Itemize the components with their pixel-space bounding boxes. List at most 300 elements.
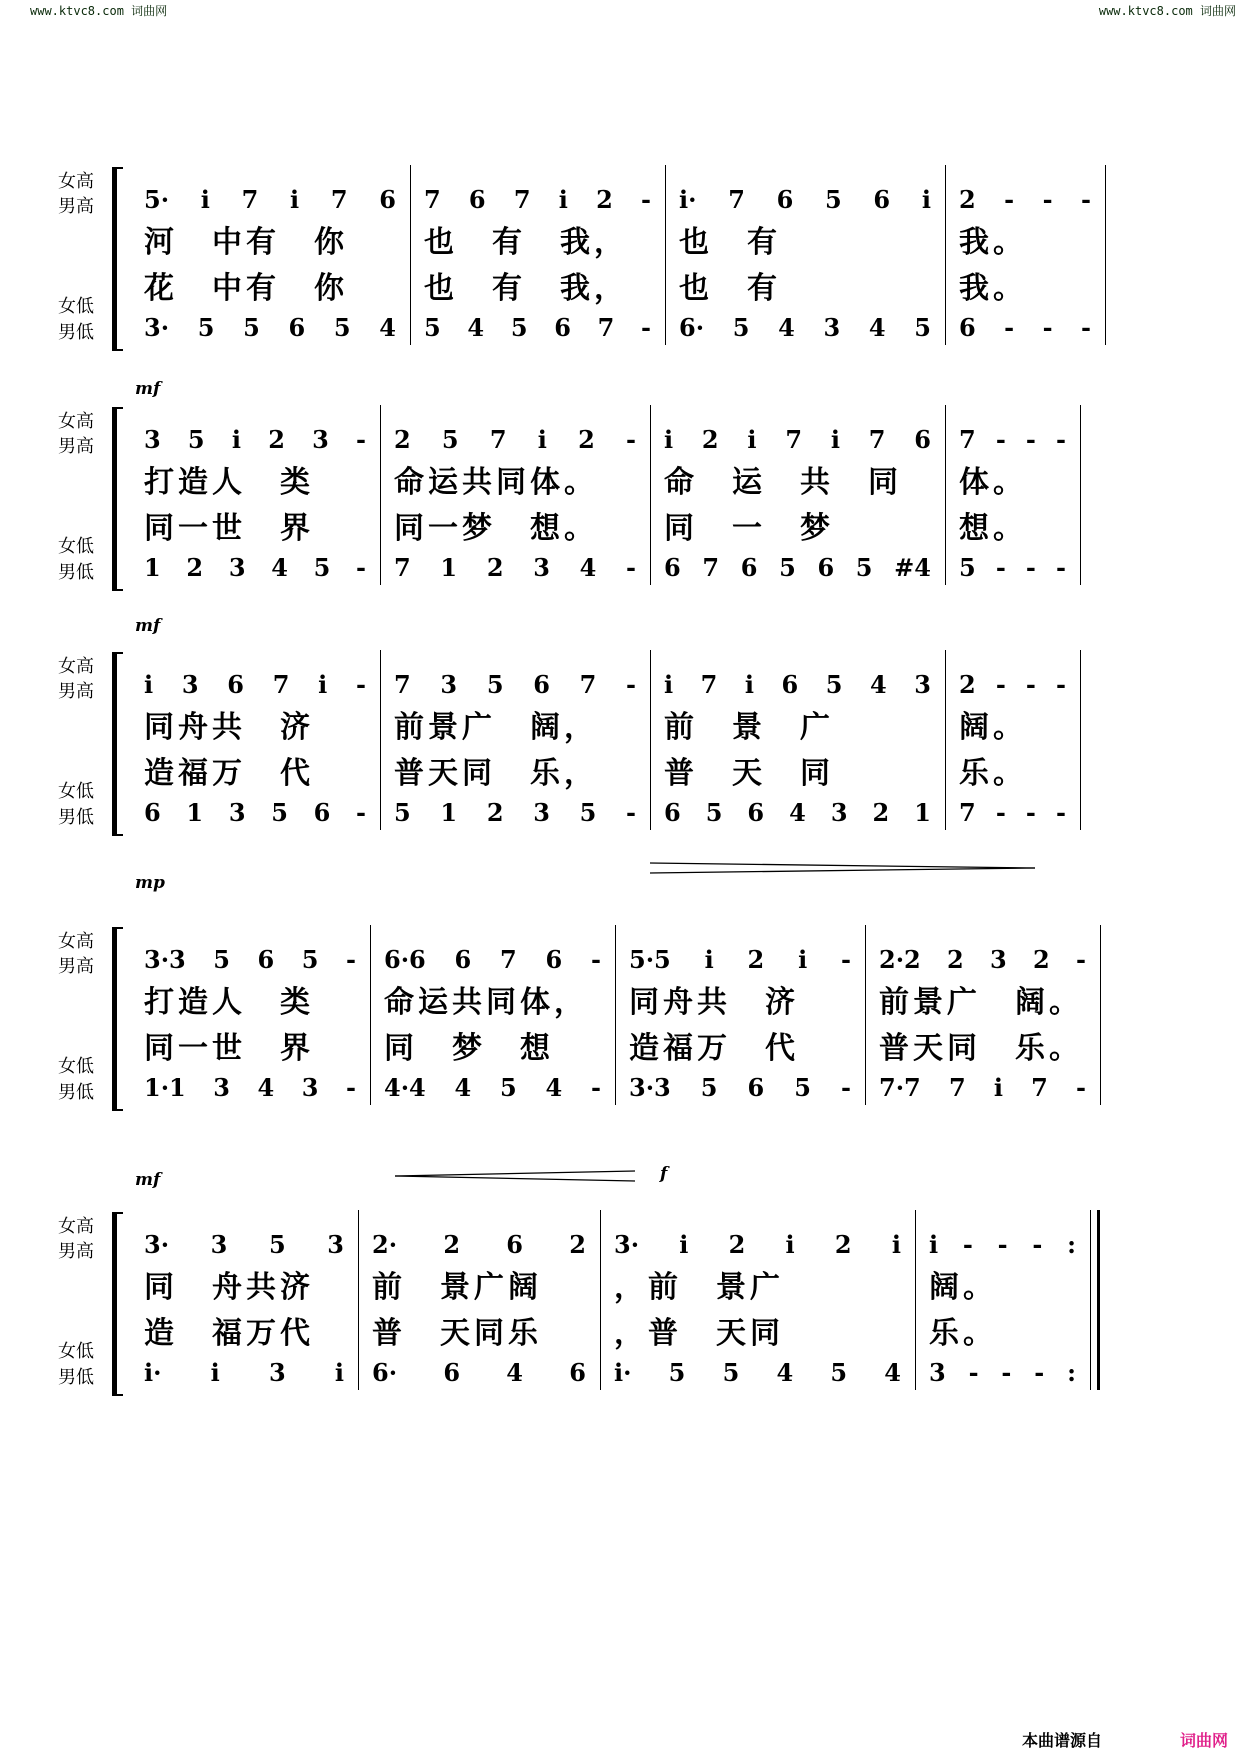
lyric-verse-1 bbox=[372, 1270, 586, 1306]
note: 7 bbox=[868, 425, 886, 454]
lyric-verse-1 bbox=[144, 465, 366, 501]
voice-label-tenor: 男高 bbox=[58, 681, 94, 702]
lyric-char: 命 bbox=[384, 985, 414, 1020]
repeat-end-barline bbox=[1090, 1210, 1100, 1390]
lyric-verse-2 bbox=[144, 756, 366, 792]
note: i bbox=[747, 425, 757, 454]
barline bbox=[370, 925, 371, 1105]
note: 6 bbox=[144, 798, 161, 827]
note: 7 bbox=[330, 185, 348, 214]
voice-label-soprano: 女高 bbox=[58, 1216, 94, 1237]
note: 4·4 bbox=[384, 1073, 426, 1102]
note-dash: - bbox=[1025, 798, 1036, 827]
note: i bbox=[334, 1358, 344, 1387]
voice-label-tenor: 男高 bbox=[58, 956, 94, 977]
lyric-gap bbox=[496, 511, 526, 547]
note: 6 bbox=[257, 945, 275, 974]
lyric-char: 中 bbox=[212, 271, 242, 306]
lower-voice-notes bbox=[372, 1358, 586, 1388]
lyric-char: 前 bbox=[394, 710, 424, 745]
lower-voice-notes bbox=[144, 553, 366, 583]
note: 7 bbox=[597, 313, 615, 342]
note: 5 bbox=[243, 313, 260, 342]
lower-voice-notes bbox=[629, 1073, 851, 1103]
lyric-char: 体 bbox=[959, 465, 989, 500]
note: 5 bbox=[705, 798, 723, 827]
lyric-char: 一 bbox=[732, 511, 762, 546]
note: 7 bbox=[500, 945, 517, 974]
lyric-char: 普 bbox=[394, 756, 424, 791]
note: 2 bbox=[394, 425, 411, 454]
note: i bbox=[891, 1230, 901, 1259]
dynamic-marking: mf bbox=[135, 1170, 161, 1190]
lyric-char: 济 bbox=[765, 985, 795, 1020]
note: 2 bbox=[186, 553, 204, 582]
lower-voice-notes bbox=[144, 798, 366, 828]
note: 5 bbox=[722, 1358, 740, 1387]
lyric-char: 。 bbox=[993, 225, 1023, 260]
lower-voice-notes bbox=[424, 313, 651, 343]
note: 6 bbox=[454, 945, 472, 974]
lyric-verse-2 bbox=[144, 1316, 344, 1352]
lyric-char: 同 bbox=[947, 1031, 977, 1066]
barline bbox=[358, 1210, 359, 1390]
note: 6 bbox=[569, 1358, 586, 1387]
note: 4 bbox=[257, 1073, 275, 1102]
lyric-char: 也 bbox=[679, 225, 709, 260]
note-dash: - bbox=[1004, 313, 1015, 342]
upper-voice-notes bbox=[394, 425, 636, 455]
note: i bbox=[231, 425, 241, 454]
lyric-char: 我 bbox=[560, 271, 590, 306]
lyric-gap bbox=[526, 225, 556, 261]
note: i bbox=[921, 185, 931, 214]
note: 7 bbox=[700, 670, 718, 699]
lyric-char: 前 bbox=[879, 985, 909, 1020]
note: 5 bbox=[268, 1230, 286, 1259]
note: 7 bbox=[489, 425, 507, 454]
dynamic-marking: mf bbox=[135, 379, 161, 399]
barline bbox=[380, 405, 381, 585]
lyric-char: 景 bbox=[428, 710, 458, 745]
note: 3 bbox=[213, 1073, 230, 1102]
note: 2 bbox=[569, 1230, 586, 1259]
note-dash: - bbox=[995, 670, 1006, 699]
lyric-gap bbox=[766, 756, 796, 792]
note-dash: - bbox=[1081, 313, 1091, 342]
measure bbox=[629, 935, 851, 1105]
upper-voice-notes bbox=[384, 945, 601, 975]
measure bbox=[959, 660, 1066, 830]
lyric-verse-1 bbox=[959, 710, 1066, 746]
lyric-gap bbox=[834, 465, 864, 501]
note: 7 bbox=[513, 185, 531, 214]
note: 1 bbox=[144, 553, 161, 582]
lyric-verse-1 bbox=[144, 985, 356, 1021]
dynamic-marking-end: f bbox=[660, 1164, 668, 1184]
lyric-gap bbox=[458, 271, 488, 307]
footer-brand: 词曲网 bbox=[1180, 1731, 1229, 1750]
lyric-verse-1 bbox=[959, 225, 1091, 261]
note: i· bbox=[614, 1358, 632, 1387]
lyric-gap bbox=[698, 710, 728, 746]
measure bbox=[144, 415, 366, 585]
lyric-verse-2 bbox=[384, 1031, 601, 1067]
lyric-char: 运 bbox=[732, 465, 762, 500]
lyric-char: 共 bbox=[697, 985, 727, 1020]
note: i bbox=[993, 1073, 1003, 1102]
measure bbox=[394, 660, 636, 830]
lyric-char: 体 bbox=[520, 985, 550, 1020]
lyric-gap bbox=[246, 756, 276, 792]
note: 5 bbox=[301, 945, 319, 974]
barline bbox=[615, 925, 616, 1105]
system-bracket bbox=[112, 1212, 123, 1396]
note: 1 bbox=[440, 798, 458, 827]
note: 3 bbox=[830, 798, 848, 827]
lyric-verse-2 bbox=[929, 1316, 1076, 1352]
lyric-char: 乐 bbox=[959, 756, 989, 791]
barline bbox=[665, 165, 666, 345]
note: 3·3 bbox=[629, 1073, 671, 1102]
lyric-char: 一 bbox=[428, 511, 458, 546]
lyric-char: 同 bbox=[394, 511, 424, 546]
note: 4 bbox=[506, 1358, 523, 1387]
lyric-char: 。 bbox=[993, 710, 1023, 745]
note: 2 bbox=[959, 670, 976, 699]
note: 5 bbox=[441, 425, 459, 454]
lyric-char: 舟 bbox=[178, 710, 208, 745]
watermark-right: www.ktvc8.com 词曲网 bbox=[1098, 4, 1236, 18]
note: 2 bbox=[1033, 945, 1050, 974]
voice-label-alto: 女低 bbox=[58, 1341, 94, 1362]
note: 7 bbox=[702, 553, 720, 582]
barline bbox=[600, 1210, 601, 1390]
note-dash: - bbox=[997, 1230, 1008, 1259]
lyric-char: 有 bbox=[492, 225, 522, 260]
note: 6 bbox=[288, 313, 306, 342]
note: 6 bbox=[506, 1230, 523, 1259]
lyric-char: 体 bbox=[530, 465, 560, 500]
lyric-gap bbox=[246, 1031, 276, 1067]
voice-label-alto: 女低 bbox=[58, 296, 94, 317]
lyric-gap bbox=[496, 710, 526, 746]
lyric-char: 同 bbox=[750, 1316, 780, 1351]
note-dash: - bbox=[356, 553, 366, 582]
lyric-char: 同 bbox=[144, 710, 174, 745]
measure bbox=[144, 175, 396, 345]
lyric-char: 福 bbox=[212, 1316, 242, 1351]
note: 3 bbox=[327, 1230, 344, 1259]
note: 4 bbox=[868, 313, 886, 342]
lyric-gap bbox=[178, 1316, 208, 1352]
lyric-char: 。 bbox=[963, 1316, 993, 1351]
lower-voice-notes bbox=[664, 553, 931, 583]
note: 3 bbox=[440, 670, 458, 699]
lyric-verse-1 bbox=[959, 465, 1066, 501]
lyric-gap bbox=[418, 1031, 448, 1067]
note: 5 bbox=[424, 313, 441, 342]
upper-voice-notes bbox=[144, 185, 396, 215]
lyric-char: 你 bbox=[314, 271, 344, 306]
lyric-gap bbox=[178, 225, 208, 261]
lyric-char: 阔 bbox=[959, 710, 989, 745]
lyric-char: 。 bbox=[993, 511, 1023, 546]
note-dash: - bbox=[626, 553, 636, 582]
barline bbox=[650, 650, 651, 830]
note: 3 bbox=[914, 670, 931, 699]
lyric-char: 代 bbox=[280, 756, 310, 791]
lower-voice-notes bbox=[929, 1358, 1076, 1388]
lyric-char: 阔 bbox=[530, 710, 560, 745]
lyric-char: 景 bbox=[716, 1270, 746, 1305]
lyric-char: ， bbox=[554, 985, 584, 1020]
barline bbox=[945, 405, 946, 585]
note: i bbox=[798, 945, 808, 974]
note: i bbox=[704, 945, 714, 974]
note: 1 bbox=[186, 798, 204, 827]
system-bracket bbox=[112, 167, 123, 351]
lyric-char: 。 bbox=[963, 1270, 993, 1305]
lyric-char: 济 bbox=[280, 710, 310, 745]
lyric-char: 前 bbox=[648, 1270, 678, 1305]
lyric-verse-1 bbox=[144, 225, 396, 261]
note: 6· bbox=[679, 313, 705, 342]
note-dash: - bbox=[1081, 185, 1091, 214]
note-dash: - bbox=[641, 185, 651, 214]
note-dash: - bbox=[1034, 1358, 1045, 1387]
lyric-char: 人 bbox=[212, 985, 242, 1020]
lyric-verse-2 bbox=[144, 1031, 356, 1067]
lyric-gap bbox=[682, 1316, 712, 1352]
lyric-char: ， bbox=[564, 756, 594, 791]
lyric-char: 同 bbox=[462, 756, 492, 791]
lyric-char: 界 bbox=[280, 1031, 310, 1066]
note: 5 bbox=[830, 1358, 848, 1387]
lyric-gap bbox=[698, 511, 728, 547]
lyric-gap bbox=[981, 985, 1011, 1021]
note: 6 bbox=[227, 670, 244, 699]
lyric-char: 类 bbox=[280, 465, 310, 500]
note: 4 bbox=[379, 313, 396, 342]
upper-voice-notes bbox=[614, 1230, 901, 1260]
note: 5 bbox=[333, 313, 351, 342]
note: 2 bbox=[443, 1230, 461, 1259]
note: i bbox=[290, 185, 300, 214]
crescendo-hairpin-icon bbox=[395, 1170, 635, 1182]
lyric-char: ， bbox=[564, 710, 594, 745]
note: 2 bbox=[268, 425, 285, 454]
note: 5 bbox=[732, 313, 750, 342]
note-dash: - bbox=[1004, 185, 1015, 214]
lyric-char: 打 bbox=[144, 465, 174, 500]
lyric-char: 广 bbox=[800, 710, 830, 745]
note: 7 bbox=[394, 553, 411, 582]
note: i bbox=[744, 670, 755, 699]
lyric-char: 。 bbox=[564, 511, 594, 546]
voice-label-tenor: 男高 bbox=[58, 196, 94, 217]
lyric-char: 世 bbox=[212, 511, 242, 546]
lyric-char: 也 bbox=[679, 271, 709, 306]
note-dash: - bbox=[1056, 798, 1066, 827]
decrescendo-hairpin-icon bbox=[650, 862, 1035, 874]
note: i bbox=[558, 185, 568, 214]
barline bbox=[915, 1210, 916, 1390]
note: 5 bbox=[779, 553, 796, 582]
lyric-verse-2 bbox=[959, 511, 1066, 547]
voice-label-alto: 女低 bbox=[58, 781, 94, 802]
lyric-verse-2 bbox=[394, 756, 636, 792]
note: 6 bbox=[873, 185, 891, 214]
note: i bbox=[210, 1358, 220, 1387]
measure bbox=[424, 175, 651, 345]
lyric-char: 梦 bbox=[452, 1031, 482, 1066]
note: 3 bbox=[228, 553, 246, 582]
lyric-verse-2 bbox=[144, 511, 366, 547]
lower-voice-notes bbox=[664, 798, 931, 828]
note: 3 bbox=[533, 553, 550, 582]
note: 2 bbox=[834, 1230, 852, 1259]
lyric-char: 阔 bbox=[508, 1270, 538, 1305]
note-dash: - bbox=[841, 1073, 851, 1102]
note: 2· bbox=[372, 1230, 398, 1259]
measure bbox=[929, 1220, 1076, 1390]
note: i bbox=[664, 670, 674, 699]
lyric-char: 天 bbox=[440, 1316, 470, 1351]
lyric-char: 有 bbox=[747, 271, 777, 306]
note: 3 bbox=[990, 945, 1007, 974]
lyric-char: 同 bbox=[144, 1270, 174, 1305]
lower-voice-notes bbox=[679, 313, 931, 343]
note: 5 bbox=[313, 553, 331, 582]
lyric-gap bbox=[246, 465, 276, 501]
lyric-char: 乐 bbox=[1015, 1031, 1045, 1066]
upper-voice-notes bbox=[664, 670, 931, 700]
upper-voice-notes bbox=[424, 185, 651, 215]
lyric-verse-1 bbox=[929, 1270, 1076, 1306]
note: i bbox=[318, 670, 328, 699]
lyric-char: 一 bbox=[178, 511, 208, 546]
lyric-verse-1 bbox=[629, 985, 851, 1021]
lyric-char: 一 bbox=[178, 1031, 208, 1066]
lower-voice-notes bbox=[879, 1073, 1086, 1103]
note: i· bbox=[144, 1358, 162, 1387]
note: 6 bbox=[664, 798, 681, 827]
note: 6 bbox=[959, 313, 976, 342]
note-dash: - bbox=[1025, 425, 1036, 454]
note: 1·1 bbox=[144, 1073, 186, 1102]
lyric-char: 乐 bbox=[530, 756, 560, 791]
note-dash: - bbox=[1032, 1230, 1043, 1259]
lower-voice-notes bbox=[144, 1358, 344, 1388]
note: 5 bbox=[500, 1073, 517, 1102]
note: 6 bbox=[781, 670, 799, 699]
note: 3 bbox=[929, 1358, 946, 1387]
note: 3· bbox=[144, 1230, 170, 1259]
note: 2 bbox=[872, 798, 890, 827]
lyric-char: 。 bbox=[993, 271, 1023, 306]
lyric-verse-1 bbox=[614, 1270, 901, 1306]
note-dash: - bbox=[1001, 1358, 1012, 1387]
lower-voice-notes bbox=[959, 553, 1066, 583]
note: 4 bbox=[778, 313, 795, 342]
note: i bbox=[929, 1230, 939, 1259]
lyric-char: 福 bbox=[178, 756, 208, 791]
barline bbox=[380, 650, 381, 830]
note: i bbox=[200, 185, 210, 214]
lyric-char: 。 bbox=[564, 465, 594, 500]
lower-voice-notes bbox=[959, 798, 1066, 828]
voice-label-tenor: 男高 bbox=[58, 436, 94, 457]
lyric-verse-2 bbox=[679, 271, 931, 307]
lyric-verse-2 bbox=[879, 1031, 1086, 1067]
voice-label-tenor: 男高 bbox=[58, 1241, 94, 1262]
note-dash: - bbox=[1042, 185, 1053, 214]
upper-voice-notes bbox=[664, 425, 931, 455]
upper-voice-notes bbox=[929, 1230, 1076, 1260]
lower-voice-notes bbox=[959, 313, 1091, 343]
note: 6 bbox=[776, 185, 794, 214]
lyric-char: 造 bbox=[144, 756, 174, 791]
lyric-char: ， bbox=[614, 1316, 644, 1351]
barline bbox=[410, 165, 411, 345]
measure bbox=[144, 935, 356, 1105]
lyric-char: 造 bbox=[629, 1031, 659, 1066]
lyric-char: 阔 bbox=[929, 1270, 959, 1305]
note: 7 bbox=[424, 185, 441, 214]
lyric-char: 福 bbox=[663, 1031, 693, 1066]
lyric-gap bbox=[682, 1270, 712, 1306]
lyric-char: 乐 bbox=[929, 1316, 959, 1351]
note: 5 bbox=[825, 185, 842, 214]
lyric-gap bbox=[486, 1031, 516, 1067]
note: 5 bbox=[794, 1073, 811, 1102]
lyric-char: 万 bbox=[246, 1316, 276, 1351]
lyric-char: ， bbox=[594, 225, 624, 260]
note: #4 bbox=[894, 553, 931, 582]
note-dash: - bbox=[995, 798, 1006, 827]
note: 3 bbox=[181, 670, 199, 699]
voice-label-soprano: 女高 bbox=[58, 656, 94, 677]
note: 7 bbox=[785, 425, 803, 454]
note-dash: - bbox=[626, 425, 636, 454]
lyric-gap bbox=[981, 1031, 1011, 1067]
barline bbox=[650, 405, 651, 585]
lower-voice-notes bbox=[144, 1073, 356, 1103]
lyric-gap bbox=[246, 511, 276, 547]
note-dash: - bbox=[356, 798, 366, 827]
lyric-char: 同 bbox=[496, 465, 526, 500]
note: 6 bbox=[533, 670, 550, 699]
lyric-verse-2 bbox=[664, 756, 931, 792]
lyric-verse-2 bbox=[664, 511, 931, 547]
note: 3 bbox=[144, 425, 161, 454]
note: 4 bbox=[467, 313, 485, 342]
note-dash: - bbox=[591, 1073, 601, 1102]
lyric-char: ， bbox=[614, 1270, 644, 1305]
note: 6·6 bbox=[384, 945, 426, 974]
lyric-char: 。 bbox=[1049, 985, 1079, 1020]
note-dash: - bbox=[346, 1073, 356, 1102]
note: 3 bbox=[210, 1230, 228, 1259]
lower-voice-notes bbox=[614, 1358, 901, 1388]
lyric-char: 梦 bbox=[462, 511, 492, 546]
measure bbox=[679, 175, 931, 345]
note: 6 bbox=[554, 313, 571, 342]
note: 5 bbox=[394, 798, 411, 827]
note: 2 bbox=[728, 1230, 746, 1259]
note: 2 bbox=[747, 945, 765, 974]
